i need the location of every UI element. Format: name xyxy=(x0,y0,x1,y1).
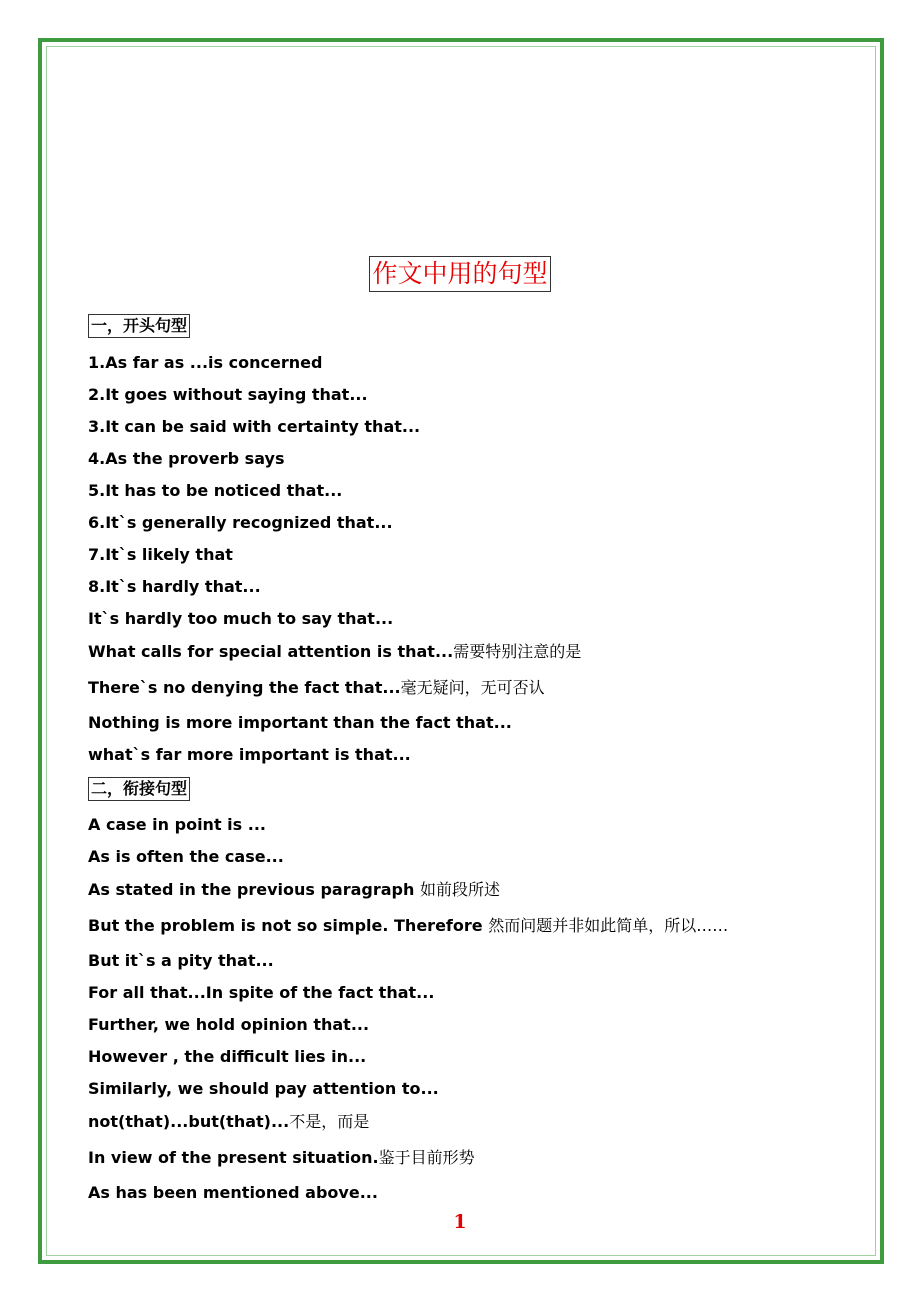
list-item: For all that...In spite of the fact that... xyxy=(88,983,435,1002)
list-item: 3.It can be said with certainty that... xyxy=(88,417,421,436)
list-item: As has been mentioned above... xyxy=(88,1183,378,1202)
list-item: Similarly, we should pay attention to... xyxy=(88,1079,439,1098)
list-item: Further, we hold opinion that... xyxy=(88,1015,370,1034)
list-item: As is often the case... xyxy=(88,847,284,866)
list-item: 8.It`s hardly that... xyxy=(88,577,261,596)
list-item: As stated in the previous paragraph 如前段所述 xyxy=(88,880,500,899)
document-title: 作文中用的句型 xyxy=(369,256,550,292)
list-item: However , the difficult lies in... xyxy=(88,1047,367,1066)
list-item: In view of the present situation.鉴于目前形势 xyxy=(88,1148,475,1167)
list-item: It`s hardly too much to say that... xyxy=(88,609,394,628)
list-item: not(that)...but(that)...不是，而是 xyxy=(88,1112,370,1131)
list-item: 2.It goes without saying that... xyxy=(88,385,368,404)
list-item: A case in point is ... xyxy=(88,815,266,834)
list-item: 6.It`s generally recognized that... xyxy=(88,513,393,532)
list-item: 4.As the proverb says xyxy=(88,449,285,468)
list-item: 1.As far as ...is concerned xyxy=(88,353,323,372)
list-item: But it`s a pity that... xyxy=(88,951,274,970)
list-item: But the problem is not so simple. Therefore 然而问题并非如此简单，所以…… xyxy=(88,916,729,935)
section-heading-transition: 二，衔接句型 xyxy=(88,777,190,801)
list-item: 7.It`s likely that xyxy=(88,545,233,564)
list-item: what`s far more important is that... xyxy=(88,745,411,764)
list-item: There`s no denying the fact that...毫无疑问，无可否认 xyxy=(88,678,545,697)
title-container xyxy=(0,256,920,292)
list-item: 5.It has to be noticed that... xyxy=(88,481,343,500)
page-number: 1 xyxy=(453,1211,467,1233)
section-heading-opening: 一，开头句型 xyxy=(88,314,190,338)
list-item: What calls for special attention is that...需要特别注意的是 xyxy=(88,642,582,661)
list-item: Nothing is more important than the fact that... xyxy=(88,713,512,732)
